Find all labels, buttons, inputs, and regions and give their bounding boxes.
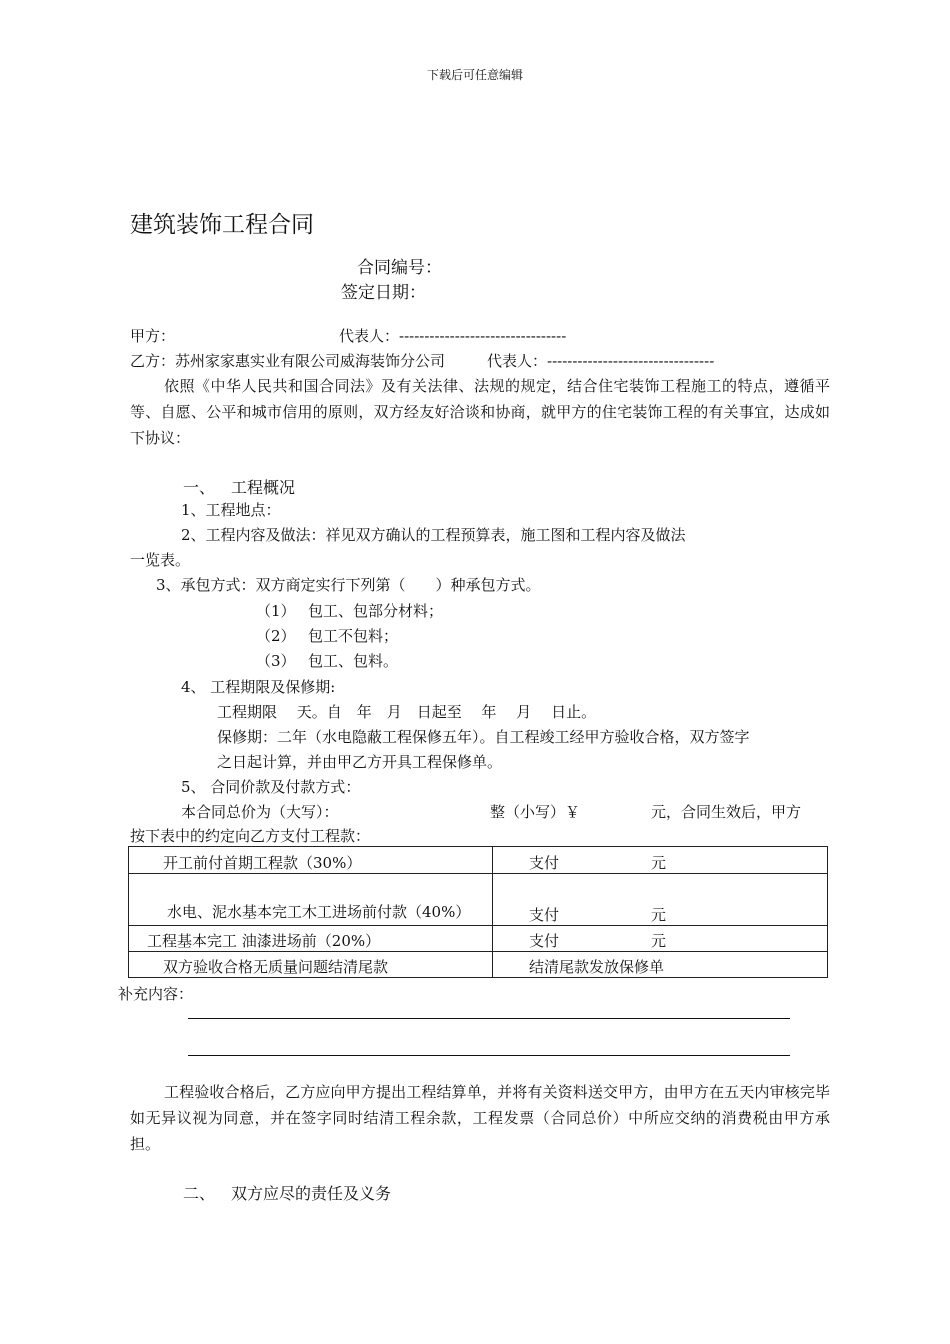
document-title: 建筑装饰工程合同 — [130, 212, 314, 238]
warranty-line-2: 之日起计算，并由甲乙方开具工程保修单。 — [217, 753, 503, 771]
payment-unit: 元 — [651, 854, 667, 872]
payment-stage: 双方验收合格无质量问题结清尾款 — [129, 952, 493, 978]
price-right: 元，合同生效后，甲方 — [651, 803, 802, 821]
party-a-representative: 代表人：--------------------------------- — [339, 327, 567, 345]
section2-title: 双方应尽的责任及义务 — [231, 1184, 392, 1203]
item-2-line-1: 2、工程内容及做法：祥见双方确认的工程预算表，施工图和工程内容及做法 — [181, 526, 686, 544]
party-b-representative: 代表人：--------------------------------- — [487, 352, 715, 370]
header-note: 下载后可任意编辑 — [426, 68, 523, 82]
option-3-text: 包工、包料。 — [308, 652, 399, 670]
section1-number: 一、 — [183, 478, 216, 497]
project-period: 工程期限 天。自 年 月 日起至 年 月 日止。 — [217, 703, 597, 721]
table-row — [129, 847, 828, 874]
price-left: 本合同总价为（大写）： — [181, 803, 339, 821]
payment-amount — [493, 874, 828, 926]
payment-pay-label: 支付 — [529, 906, 560, 924]
item-5: 5、 合同价款及付款方式： — [181, 778, 361, 796]
payment-unit: 元 — [651, 932, 667, 950]
item-2-line-2: 一览表。 — [130, 551, 191, 569]
supplement-label: 补充内容： — [118, 985, 194, 1003]
party-b-label: 乙方：苏州家家惠实业有限公司威海装饰分公司 — [130, 352, 446, 370]
supplement-line-2 — [188, 1055, 790, 1056]
warranty-line-1: 保修期：二年（水电隐蔽工程保修五年）。自工程竣工经甲方验收合格，双方签字 — [217, 728, 750, 746]
table-row — [129, 926, 828, 952]
option-3-number: （3） — [256, 652, 296, 670]
option-1-number: （1） — [256, 602, 296, 620]
supplement-line-1 — [188, 1018, 790, 1019]
item-3: 3、承包方式：双方商定实行下列第（ ）种承包方式。 — [156, 576, 541, 594]
contract-number-label: 合同编号： — [357, 258, 442, 278]
payment-amount — [493, 926, 828, 952]
item-4: 4、 工程期限及保修期: — [181, 678, 336, 696]
party-a-label: 甲方： — [130, 327, 176, 345]
payment-pay-label: 支付 — [529, 854, 560, 872]
payment-table — [128, 846, 828, 978]
sign-date-label: 签定日期： — [341, 283, 426, 303]
intro-paragraph: 依照《中华人民共和国合同法》及有关法律、法规的规定，结合住宅装饰工程施工的特点，遵循平等、自愿、公平和城市信用的原则，双方经友好洽谈和协商，就甲方的住宅装饰工程的有关事宜，达成如下协议： — [130, 377, 830, 447]
option-2-text: 包工不包料； — [308, 627, 399, 645]
settlement-paragraph: 工程验收合格后，乙方应向甲方提出工程结算单，并将有关资料送交甲方，由甲方在五天内审核完毕如无异议视为同意，并在签字同时结清工程余款，工程发票（合同总价）中所应交纳的消费税由甲方承担。 — [130, 1083, 830, 1153]
payment-stage: 水电、泥水基本完工木工进场前付款（40%） — [129, 874, 493, 926]
payment-stage: 开工前付首期工程款（30%） — [129, 847, 493, 874]
payment-pay-label: 结清尾款发放保修单 — [529, 958, 665, 976]
price-line-2: 按下表中的约定向乙方支付工程款： — [130, 827, 371, 845]
section2-number: 二、 — [183, 1184, 216, 1203]
payment-stage: 工程基本完工 油漆进场前（20%） — [129, 926, 493, 952]
price-middle: 整（小写）￥ — [490, 803, 581, 821]
payment-amount — [493, 847, 828, 874]
option-2-number: （2） — [256, 627, 296, 645]
item-1: 1、工程地点： — [181, 501, 281, 519]
table-row — [129, 874, 828, 926]
table-row — [129, 952, 828, 978]
option-1-text: 包工、包部分材料； — [308, 602, 444, 620]
payment-pay-label: 支付 — [529, 932, 560, 950]
payment-amount — [493, 952, 828, 978]
payment-unit: 元 — [651, 906, 667, 924]
section1-title: 工程概况 — [231, 478, 296, 497]
